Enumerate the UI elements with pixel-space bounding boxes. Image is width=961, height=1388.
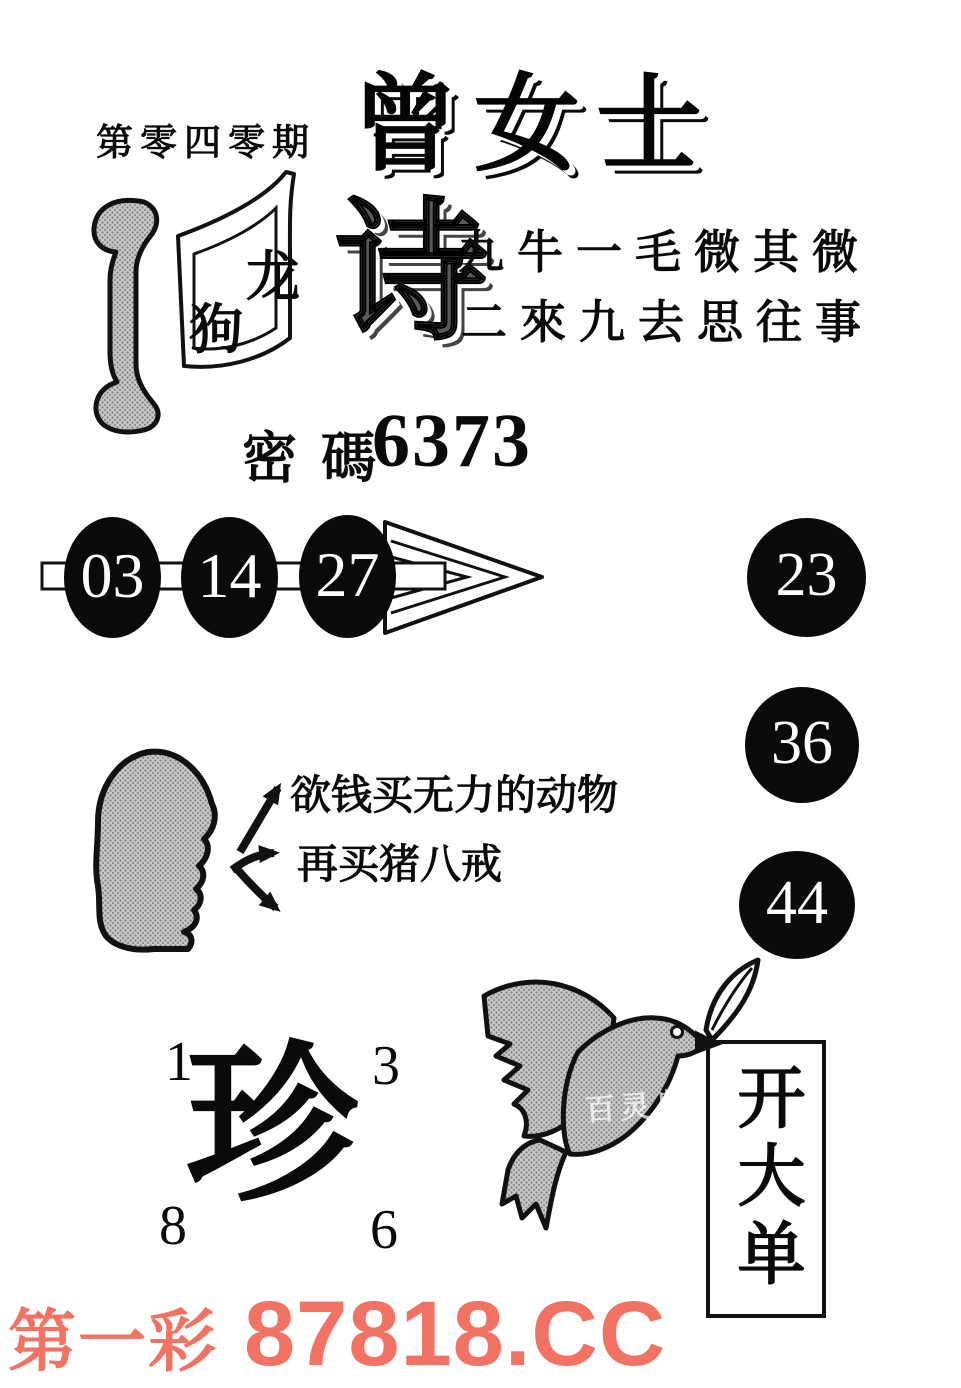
zhen-character: 珍 xyxy=(186,1033,358,1223)
ball-36-value: 36 xyxy=(771,708,833,777)
clue-line-2: 再买猪八戒 xyxy=(297,841,502,887)
footer-site-url[interactable]: 87818.CC xyxy=(244,1283,667,1385)
ball-27-value: 27 xyxy=(315,538,380,610)
password-label: 密碼 xyxy=(242,428,401,489)
page-title: 曾女士 xyxy=(352,67,718,184)
password-value: 6373 xyxy=(372,399,532,483)
corner-digit-bottom-left: 8 xyxy=(159,1195,187,1257)
clue-line-1: 欲钱买无力的动物 xyxy=(290,772,618,818)
verse-line-1: 九牛一毛微其微 xyxy=(458,227,871,278)
ball-03-value: 03 xyxy=(80,539,145,611)
ball-44-value: 44 xyxy=(766,868,828,937)
corner-digit-top-right: 3 xyxy=(372,1035,400,1097)
issue-label: 第零四零期 xyxy=(96,123,316,164)
ball-14 xyxy=(181,517,278,638)
zodiac-char-bottom: 狗 xyxy=(189,300,243,360)
poem-shi-char: 诗 xyxy=(336,190,488,358)
footer-banner xyxy=(8,1282,666,1387)
ball-03 xyxy=(64,517,161,638)
verse-line-2: 二來九去思往事 xyxy=(461,297,874,348)
dove-watermark-text: 百灵鸟 xyxy=(584,1087,692,1128)
ball-23-value: 23 xyxy=(775,541,838,609)
corner-digit-top-left: 1 xyxy=(165,1031,193,1093)
corner-digit-bottom-right: 6 xyxy=(370,1199,398,1261)
ball-14-value: 14 xyxy=(197,539,262,611)
ball-44 xyxy=(739,851,855,959)
zodiac-char-top: 龙 xyxy=(246,247,300,307)
footer-brand: 第一彩 xyxy=(8,1304,219,1380)
ball-23 xyxy=(747,518,866,637)
ball-27 xyxy=(299,515,396,638)
ball-36 xyxy=(745,687,859,803)
vertical-box-text: 开大单 xyxy=(728,1062,804,1296)
